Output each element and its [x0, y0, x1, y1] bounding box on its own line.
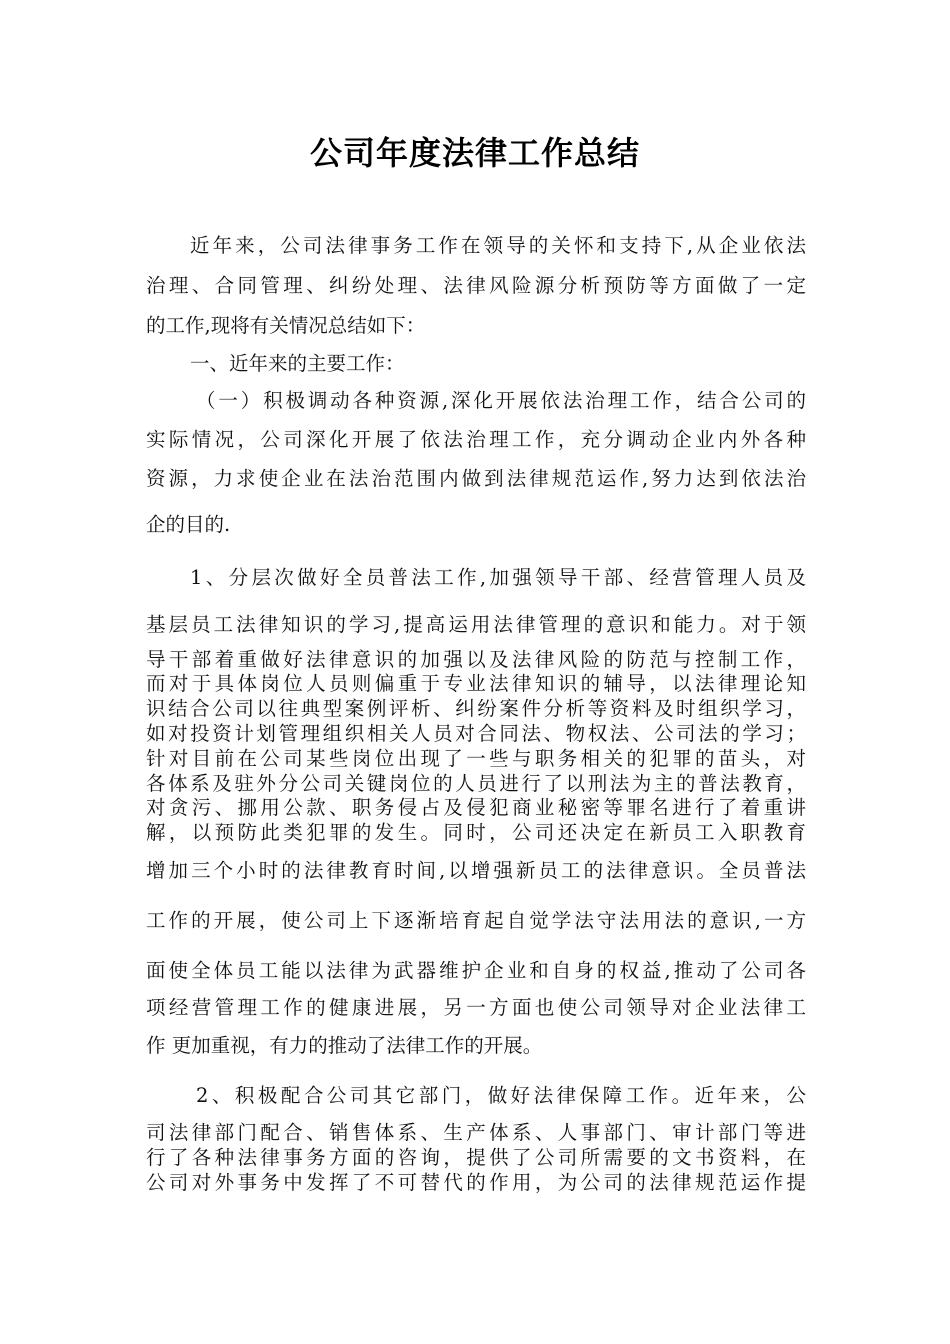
paragraph-line: 各体系及驻外分公司关键岗位的人员进行了以刑法为主的普法教育，: [146, 772, 806, 795]
paragraph-line: 企的目的.: [146, 513, 231, 536]
paragraph-line: 2、积极配合公司其它部门，做好法律保障工作。近年来，公: [196, 1084, 806, 1107]
paragraph-line: 面使全体员工能以法律为武器维护企业和自身的权益,推动了公司各: [146, 959, 806, 982]
paragraph-line: 近年来，公司法律事务工作在领导的关怀和支持下,从企业依法: [190, 234, 806, 257]
paragraph-line: 增加三个小时的法律教育时间,以增强新员工的法律意识。全员普法: [146, 859, 806, 882]
paragraph-line: 如对投资计划管理组织相关人员对合同法、物权法、公司法的学习；: [146, 722, 806, 745]
paragraph-line: 导干部着重做好法律意识的加强以及法律风险的防范与控制工作，: [146, 648, 806, 671]
paragraph-line: 资源，力求使企业在法治范围内做到法律规范运作,努力达到依法治: [146, 467, 806, 490]
paragraph-line: 项经营管理工作的健康进展，另一方面也使公司领导对企业法律工: [146, 996, 806, 1019]
document-title: 公司年度法律工作总结: [309, 134, 640, 172]
paragraph-line: 基层员工法律知识的学习,提高运用法律管理的意识和能力。对于领: [146, 613, 806, 636]
paragraph-line: 公司对外事务中发挥了不可替代的作用，为公司的法律规范运作提: [146, 1171, 806, 1194]
paragraph-line: （一）积极调动各种资源,深化开展依法治理工作，结合公司的: [196, 389, 806, 412]
paragraph-line: 的工作,现将有关情况总结如下：: [146, 314, 426, 337]
paragraph-line: 实际情况，公司深化开展了依法治理工作，充分调动企业内外各种: [146, 428, 806, 451]
paragraph-line: 针对目前在公司某些岗位出现了一些与职务相关的犯罪的苗头，对: [146, 747, 806, 770]
paragraph-line: 司法律部门配合、销售体系、生产体系、人事部门、审计部门等进: [146, 1121, 806, 1144]
section-heading: 一、近年来的主要工作：: [190, 352, 405, 375]
paragraph-line: 而对于具体岗位人员则偏重于专业法律知识的辅导，以法律理论知: [146, 672, 806, 695]
paragraph-line: 作 更加重视，有力的推动了法律工作的开展。: [146, 1034, 543, 1057]
paragraph-line: 解，以预防此类犯罪的发生。同时，公司还决定在新员工入职教育: [146, 821, 806, 844]
paragraph-line: 对贪污、挪用公款、职务侵占及侵犯商业秘密等罪名进行了着重讲: [146, 796, 806, 819]
paragraph-line: 工作的开展，使公司上下逐渐培育起自觉学法守法用法的意识,一方: [146, 909, 806, 932]
paragraph-line: 识结合公司以往典型案例评析、纠纷案件分析等资料及时组织学习，: [146, 697, 806, 720]
paragraph-line: 1、分层次做好全员普法工作,加强领导干部、经营管理人员及: [190, 566, 806, 589]
paragraph-line: 行了各种法律事务方面的咨询，提供了公司所需要的文书资料，在: [146, 1146, 806, 1169]
paragraph-line: 治理、合同管理、纠纷处理、法律风险源分析预防等方面做了一定: [146, 274, 806, 297]
